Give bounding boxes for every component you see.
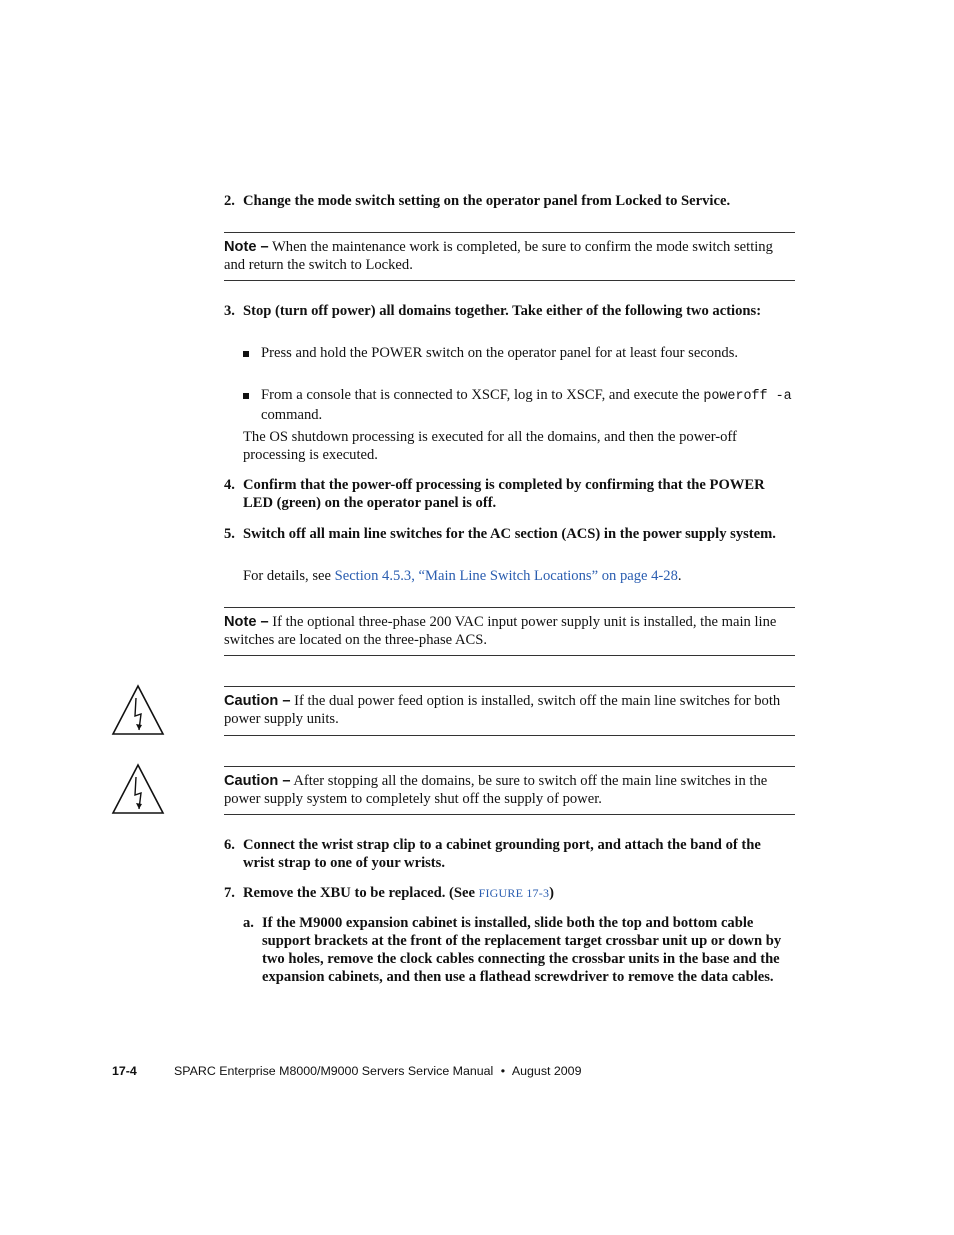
note-label: Note – <box>224 614 269 630</box>
electrical-hazard-icon <box>111 684 165 736</box>
divider <box>224 686 795 687</box>
electrical-hazard-icon <box>111 763 165 815</box>
caution-label: Caution – <box>224 773 291 789</box>
paragraph: The OS shutdown processing is executed for all the domains, and then the power-off processing is executed. <box>243 429 737 463</box>
step-text: Switch off all main line switches for the AC section (ACS) in the power supply system. <box>243 526 776 542</box>
details-text: For details, see <box>243 568 335 584</box>
divider <box>224 735 795 736</box>
step-number: 5. <box>224 526 235 542</box>
step-text: Stop (turn off power) all domains together. Take either of the following two actions: <box>243 303 762 319</box>
step-4 <box>224 476 796 512</box>
caution-label: Caution – <box>224 693 291 709</box>
step-text-part: ) <box>549 885 555 901</box>
caution-box <box>224 772 796 808</box>
substep-a <box>243 914 796 986</box>
divider <box>224 607 795 608</box>
details-text: . <box>677 568 682 584</box>
code-command: poweroff -a <box>703 389 792 404</box>
divider <box>224 655 795 656</box>
divider <box>224 814 795 815</box>
section-link[interactable]: Section 4.5.3, “Main Line Switch Locations” on page 4-28 <box>334 568 678 584</box>
manual-title: SPARC Enterprise M8000/M9000 Servers Service Manual <box>174 1064 494 1078</box>
note-box <box>224 238 796 274</box>
step-2 <box>224 192 796 210</box>
list-item: Press and hold the POWER switch on the operator panel for at least four seconds. <box>261 345 739 361</box>
page-number: 17-4 <box>112 1064 137 1078</box>
step-text: Connect the wrist strap clip to a cabinet grounding port, and attach the band of the wrist strap to one of your wrists. <box>243 837 761 871</box>
divider <box>224 280 795 281</box>
step-text <box>224 884 796 902</box>
divider <box>224 232 795 233</box>
note-text: If the optional three-phase 200 VAC input power supply unit is installed, the main line switches are located on the three-phase ACS. <box>224 614 777 648</box>
footer-title <box>174 1064 581 1078</box>
substep-text: If the M9000 expansion cabinet is installed, slide both the top and bottom cable support brackets at the front of the replacement target crossbar unit up or down by two holes, remove the clock cables connecting the crossbar units in the base and the expansion cabinets, and then use a flathead screwdriver to remove the data cables. <box>262 915 782 985</box>
step-text: Change the mode switch setting on the operator panel from Locked to Service. <box>243 193 731 209</box>
publication-date: August 2009 <box>511 1064 582 1078</box>
step-5 <box>224 525 796 543</box>
caution-text: After stopping all the domains, be sure to switch off the main line switches in the power supply system to completely shut off the supply of power. <box>224 773 768 807</box>
step-number: 3. <box>224 303 235 319</box>
list-item-text: command. <box>261 407 323 423</box>
figure-link[interactable]: FIGURE 17-3 <box>478 886 550 900</box>
list-item-text: From a console that is connected to XSCF, log in to XSCF, and execute the <box>261 387 704 403</box>
step-text: Confirm that the power-off processing is completed by confirming that the POWER LED (green) on the operator panel is off. <box>243 477 765 511</box>
bullet-square-icon <box>243 393 249 399</box>
step-3 <box>224 302 796 320</box>
step-7 <box>224 884 796 902</box>
caution-text: If the dual power feed option is installed, switch off the main line switches for both power supply units. <box>224 693 781 727</box>
step-text-part: Remove the XBU to be replaced. (See <box>243 885 479 901</box>
step-number: 2. <box>224 193 235 209</box>
bullet-square-icon <box>243 351 249 357</box>
substep-letter: a. <box>243 915 254 931</box>
note-label: Note – <box>224 239 269 255</box>
note-text: When the maintenance work is completed, be sure to confirm the mode switch setting and return the switch to Locked. <box>224 239 773 273</box>
divider <box>224 766 795 767</box>
step-6 <box>224 836 796 872</box>
step-number: 6. <box>224 837 235 853</box>
list-item <box>261 386 796 424</box>
step-number: 4. <box>224 477 235 493</box>
footer-separator: • <box>500 1064 506 1078</box>
step-number: 7. <box>224 885 235 901</box>
note-box <box>224 613 796 649</box>
details-paragraph <box>243 567 796 585</box>
caution-box <box>224 692 796 728</box>
